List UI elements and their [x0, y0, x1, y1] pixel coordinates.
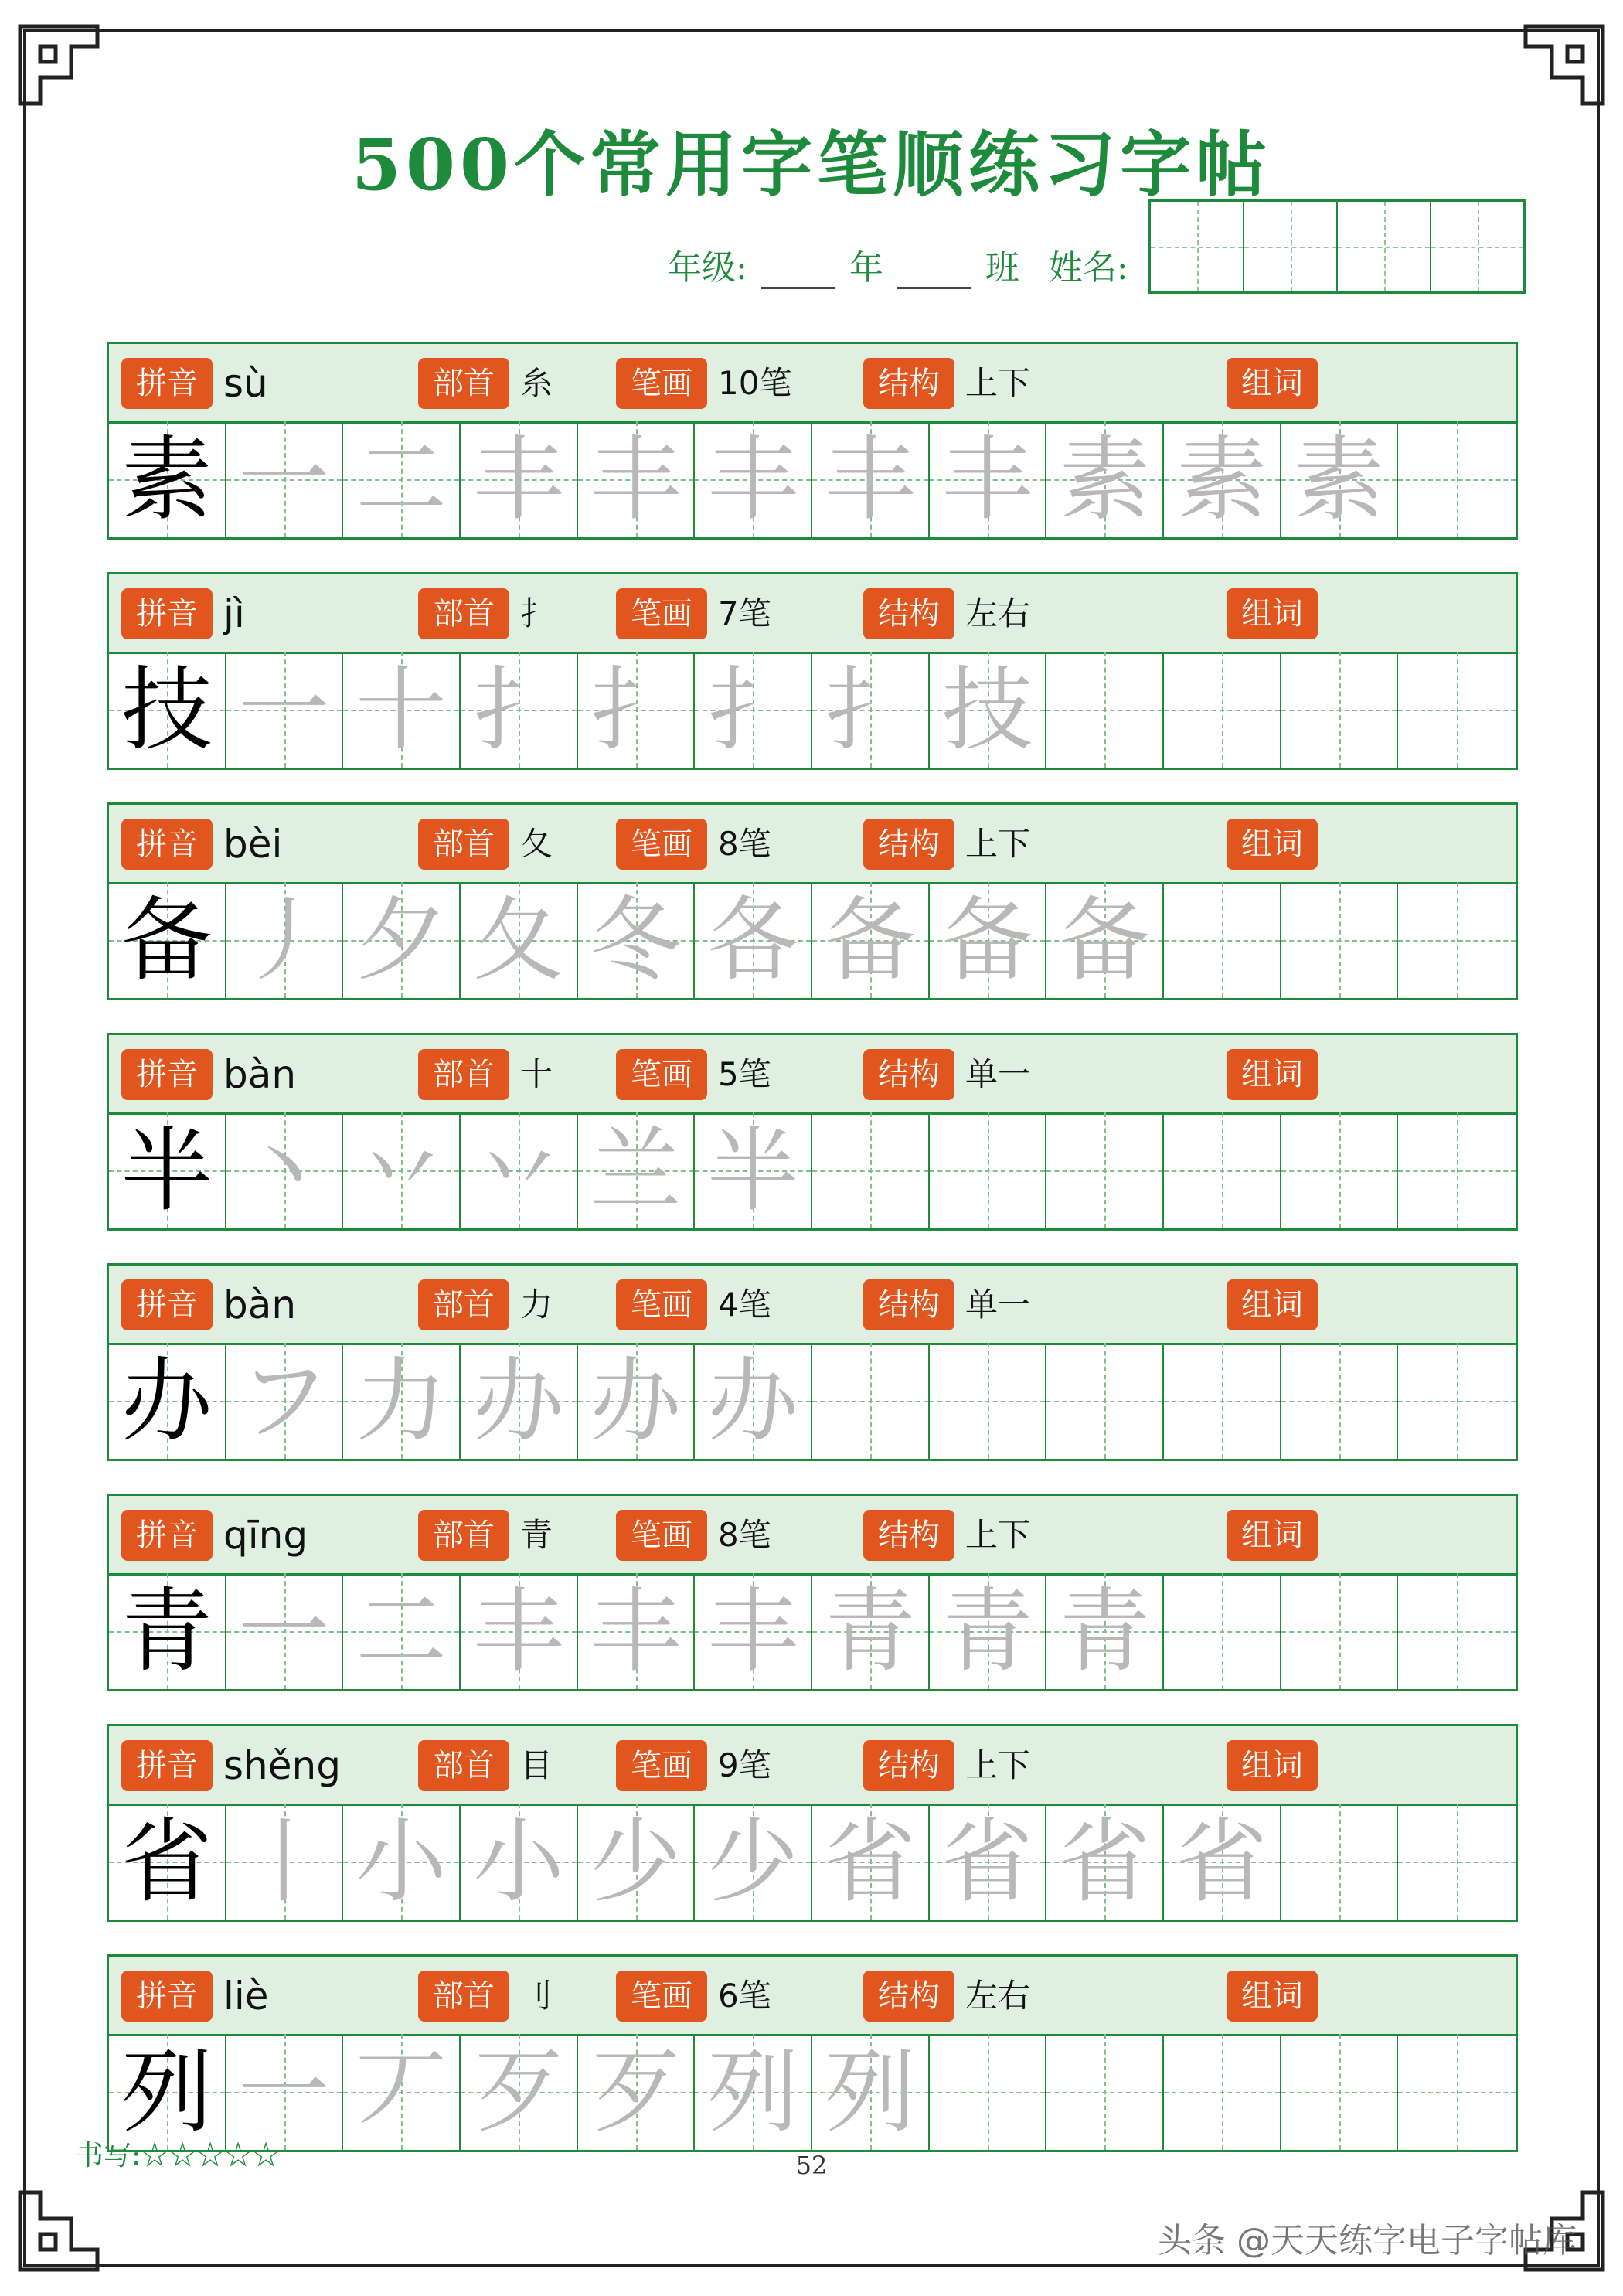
grid-cell[interactable]	[1398, 1112, 1516, 1228]
radical-tag: 部首	[418, 358, 509, 409]
stroke-step-character: フ	[238, 1347, 330, 1454]
stroke-step-character: 一	[238, 1578, 330, 1685]
grid-cell[interactable]	[1046, 1573, 1164, 1689]
character-block	[107, 1033, 1518, 1231]
grid-cell[interactable]	[695, 882, 812, 998]
grid-cell[interactable]	[930, 652, 1047, 768]
pinyin-tag: 拼音	[121, 1279, 213, 1330]
model-character: 省	[121, 1808, 213, 1915]
grid-cell[interactable]	[1281, 1573, 1399, 1689]
practice-grid	[109, 1112, 1516, 1228]
page-number: 52	[795, 2151, 828, 2180]
strokes-tag: 笔画	[616, 819, 707, 870]
pinyin-tag: 拼音	[121, 358, 213, 409]
grid-cell[interactable]	[1046, 2034, 1164, 2150]
stroke-step-character: 少	[707, 1808, 799, 1915]
structure-tag: 结构	[863, 1510, 954, 1561]
grid-cell[interactable]	[812, 652, 930, 768]
radical-value: 刂	[520, 1977, 553, 2015]
stroke-step-character: 省	[1059, 1808, 1151, 1915]
pinyin-value: sù	[223, 361, 268, 406]
stroke-step-character: 扌	[472, 656, 564, 763]
grid-cell[interactable]	[1164, 421, 1281, 537]
grid-cell[interactable]	[109, 1343, 226, 1459]
grid-cell[interactable]	[1281, 1112, 1399, 1228]
structure-tag: 结构	[863, 358, 954, 409]
block-header	[109, 1957, 1516, 2036]
pinyin-value: bàn	[223, 1052, 297, 1097]
grid-cell[interactable]	[461, 421, 578, 537]
grid-cell[interactable]	[578, 882, 696, 998]
grid-cell[interactable]	[695, 421, 812, 537]
radical-tag: 部首	[418, 1279, 509, 1330]
stroke-step-character: 办	[472, 1347, 564, 1454]
grid-cell[interactable]	[578, 1343, 696, 1459]
stroke-step-character: 二	[356, 1578, 447, 1685]
grid-cell[interactable]	[226, 1343, 344, 1459]
block-header	[109, 1035, 1516, 1115]
stroke-step-character: 一	[238, 656, 330, 763]
grid-cell[interactable]	[1398, 652, 1516, 768]
grid-cell[interactable]	[930, 1573, 1047, 1689]
strokes-tag: 笔画	[616, 1740, 707, 1791]
grid-cell[interactable]	[1398, 1573, 1516, 1689]
grid-cell[interactable]	[1046, 1804, 1164, 1920]
grid-cell[interactable]	[461, 1573, 578, 1689]
pinyin-value: shěng	[223, 1743, 341, 1788]
page-title: 500个常用字笔顺练习字帖	[351, 123, 1272, 206]
stroke-step-character: 青	[824, 1578, 916, 1685]
grid-cell[interactable]	[1164, 1804, 1281, 1920]
words-tag: 组词	[1227, 1510, 1318, 1561]
practice-grid	[109, 882, 1516, 998]
grid-cell[interactable]	[226, 1573, 344, 1689]
stroke-step-character: 扌	[707, 656, 799, 763]
student-info	[668, 240, 1128, 289]
writing-rating: 书写:☆☆☆☆☆	[76, 2140, 281, 2172]
strokes-value: 5笔	[718, 1055, 771, 1093]
grid-cell[interactable]	[1398, 882, 1516, 998]
grid-cell[interactable]	[578, 1112, 696, 1228]
grid-cell[interactable]	[109, 1573, 226, 1689]
stroke-step-character: 歹	[472, 2039, 564, 2145]
stroke-step-character: 省	[1176, 1808, 1267, 1915]
strokes-value: 9笔	[718, 1746, 771, 1784]
structure-tag: 结构	[863, 819, 954, 870]
structure-value: 上下	[965, 1516, 1031, 1554]
grid-cell[interactable]	[109, 1112, 226, 1228]
radical-tag: 部首	[418, 1740, 509, 1791]
corner-ornament	[1523, 23, 1606, 107]
grid-cell[interactable]	[343, 1804, 461, 1920]
words-tag: 组词	[1227, 819, 1318, 870]
stroke-step-character: 冬	[590, 887, 682, 993]
strokes-tag: 笔画	[616, 1049, 707, 1100]
grid-cell[interactable]	[343, 2034, 461, 2150]
structure-value: 单一	[965, 1286, 1031, 1323]
structure-tag: 结构	[863, 588, 954, 639]
grid-cell[interactable]	[812, 1804, 930, 1920]
grid-cell[interactable]	[695, 1112, 812, 1228]
pinyin-tag: 拼音	[121, 588, 213, 639]
pinyin-value: liè	[223, 1974, 269, 2018]
strokes-value: 8笔	[718, 1516, 771, 1554]
grid-cell[interactable]	[109, 882, 226, 998]
words-tag: 组词	[1227, 1279, 1318, 1330]
grid-cell[interactable]	[695, 652, 812, 768]
grid-cell[interactable]	[1164, 1112, 1281, 1228]
pinyin-tag: 拼音	[121, 1971, 213, 2022]
grid-cell[interactable]	[343, 1112, 461, 1228]
strokes-value: 7笔	[718, 594, 771, 632]
grid-cell[interactable]	[461, 2034, 578, 2150]
grid-cell[interactable]	[343, 421, 461, 537]
stroke-step-character: 青	[1059, 1578, 1151, 1685]
grid-cell[interactable]	[812, 1112, 930, 1228]
stroke-step-character: 丷	[356, 1117, 447, 1224]
grid-cell[interactable]	[226, 2034, 344, 2150]
grid-cell[interactable]	[226, 882, 344, 998]
grid-cell[interactable]	[226, 1804, 344, 1920]
pinyin-tag: 拼音	[121, 1510, 213, 1561]
words-tag: 组词	[1227, 1049, 1318, 1100]
stroke-step-character: 青	[941, 1578, 1033, 1685]
pinyin-value: jì	[223, 591, 245, 636]
radical-value: 夂	[520, 825, 553, 863]
radical-tag: 部首	[418, 819, 509, 870]
stroke-step-character: 丰	[707, 1578, 799, 1685]
structure-value: 左右	[965, 1977, 1031, 2015]
grid-cell[interactable]	[930, 421, 1047, 537]
strokes-tag: 笔画	[616, 1279, 707, 1330]
grid-cell[interactable]	[461, 882, 578, 998]
stroke-step-character: 丰	[707, 426, 799, 533]
model-character: 半	[121, 1117, 213, 1224]
model-character: 青	[121, 1578, 213, 1685]
radical-value: 扌	[520, 594, 553, 632]
grid-cell[interactable]	[1164, 2034, 1281, 2150]
model-character: 素	[121, 426, 213, 533]
name-label: 姓名:	[1048, 248, 1128, 288]
strokes-tag: 笔画	[616, 588, 707, 639]
grid-cell[interactable]	[1398, 2034, 1516, 2150]
grid-cell[interactable]	[930, 2034, 1047, 2150]
stroke-step-character: 各	[707, 887, 799, 993]
strokes-tag: 笔画	[616, 1971, 707, 2022]
radical-value: 力	[520, 1286, 553, 1323]
grid-cell[interactable]	[1164, 882, 1281, 998]
stroke-step-character: 素	[1059, 426, 1151, 533]
pinyin-value: bàn	[223, 1283, 297, 1327]
practice-grid	[109, 1343, 1516, 1459]
grid-cell[interactable]	[109, 1804, 226, 1920]
radical-tag: 部首	[418, 1049, 509, 1100]
practice-grid	[109, 2034, 1516, 2150]
class-blank[interactable]	[897, 261, 971, 289]
grid-cell[interactable]	[1281, 1343, 1399, 1459]
corner-ornament	[17, 23, 100, 107]
radical-value: 糸	[520, 364, 553, 402]
pinyin-tag: 拼音	[121, 1740, 213, 1791]
grid-cell[interactable]	[226, 421, 344, 537]
stroke-step-character: 丶	[238, 1117, 330, 1224]
stroke-step-character: 十	[356, 656, 447, 763]
radical-value: 十	[520, 1055, 553, 1093]
block-header	[109, 574, 1516, 654]
grid-cell[interactable]	[1281, 1804, 1399, 1920]
strokes-value: 6笔	[718, 1977, 771, 2015]
grid-cell[interactable]	[109, 2034, 226, 2150]
model-character: 列	[121, 2039, 213, 2145]
stroke-step-character: 省	[824, 1808, 916, 1915]
stroke-step-character: 列	[824, 2039, 916, 2145]
stroke-step-character: 备	[1059, 887, 1151, 993]
grid-cell[interactable]	[1046, 421, 1164, 537]
stroke-step-character: 一	[238, 2039, 330, 2145]
grid-cell[interactable]	[343, 882, 461, 998]
stroke-step-character: 办	[707, 1347, 799, 1454]
stroke-step-character: 丰	[472, 1578, 564, 1685]
grid-cell[interactable]	[461, 652, 578, 768]
stroke-step-character: 兰	[590, 1117, 682, 1224]
stroke-step-character: 小	[472, 1808, 564, 1915]
grid-cell[interactable]	[461, 1804, 578, 1920]
character-block	[107, 572, 1518, 770]
words-tag: 组词	[1227, 1740, 1318, 1791]
practice-grid	[109, 1804, 1516, 1920]
character-block	[107, 1494, 1518, 1691]
block-header	[109, 1496, 1516, 1576]
stroke-step-character: 素	[1293, 426, 1385, 533]
class-label: 班	[985, 248, 1019, 288]
structure-tag: 结构	[863, 1279, 954, 1330]
structure-value: 上下	[965, 1746, 1031, 1784]
structure-value: 上下	[965, 825, 1031, 863]
grid-cell[interactable]	[1281, 652, 1399, 768]
radical-value: 青	[520, 1516, 553, 1554]
character-block	[107, 802, 1518, 1000]
corner-ornament	[17, 2189, 100, 2273]
character-block	[107, 1954, 1518, 2152]
grid-cell[interactable]	[578, 652, 696, 768]
grid-cell[interactable]	[812, 2034, 930, 2150]
grid-cell[interactable]	[1398, 1804, 1516, 1920]
grid-cell[interactable]	[1046, 652, 1164, 768]
grid-cell[interactable]	[461, 1343, 578, 1459]
radical-tag: 部首	[418, 1510, 509, 1561]
stroke-step-character: 力	[356, 1347, 447, 1454]
grid-cell[interactable]	[578, 1573, 696, 1689]
structure-tag: 结构	[863, 1971, 954, 2022]
grid-cell[interactable]	[578, 421, 696, 537]
model-character: 备	[121, 887, 213, 993]
grid-cell[interactable]	[461, 1112, 578, 1228]
stroke-step-character: 半	[707, 1117, 799, 1224]
grid-cell[interactable]	[812, 1573, 930, 1689]
structure-value: 左右	[965, 594, 1031, 632]
stroke-step-character: 一	[238, 426, 330, 533]
grid-cell[interactable]	[578, 2034, 696, 2150]
grid-cell[interactable]	[1281, 882, 1399, 998]
grid-cell[interactable]	[695, 1343, 812, 1459]
stroke-step-character: 夕	[356, 887, 447, 993]
practice-grid	[109, 421, 1516, 537]
grid-cell[interactable]	[812, 421, 930, 537]
block-header	[109, 1266, 1516, 1345]
grid-cell[interactable]	[343, 652, 461, 768]
grid-cell[interactable]	[1398, 1343, 1516, 1459]
stroke-step-character: 省	[941, 1808, 1033, 1915]
stroke-step-character: 歹	[590, 2039, 682, 2145]
stroke-step-character: 丨	[238, 1808, 330, 1915]
stroke-step-character: 备	[941, 887, 1033, 993]
model-character: 办	[121, 1347, 213, 1454]
stroke-step-character: 丰	[590, 426, 682, 533]
strokes-value: 4笔	[718, 1286, 771, 1323]
grid-cell[interactable]	[1046, 1112, 1164, 1228]
grid-cell[interactable]	[109, 421, 226, 537]
stroke-step-character: 办	[590, 1347, 682, 1454]
stroke-step-character: 丰	[590, 1578, 682, 1685]
stroke-step-character: 丰	[941, 426, 1033, 533]
structure-value: 单一	[965, 1055, 1031, 1093]
strokes-value: 8笔	[718, 825, 771, 863]
grid-cell[interactable]	[343, 1343, 461, 1459]
stroke-step-character: 丰	[824, 426, 916, 533]
stroke-step-character: 备	[824, 887, 916, 993]
grade-label: 年级:	[668, 248, 747, 288]
character-block	[107, 1724, 1518, 1922]
watermark: 头条 @天天练字电子字帖库	[1158, 2221, 1577, 2260]
strokes-value: 10笔	[718, 364, 792, 402]
grid-cell[interactable]	[695, 1573, 812, 1689]
grid-cell[interactable]	[1046, 1343, 1164, 1459]
block-header	[109, 1726, 1516, 1806]
grid-cell[interactable]	[1398, 421, 1516, 537]
stroke-step-character: 丿	[238, 887, 330, 993]
stroke-step-character: 素	[1176, 426, 1267, 533]
stroke-step-character: 夂	[472, 887, 564, 993]
character-block	[107, 342, 1518, 540]
grid-cell[interactable]	[930, 882, 1047, 998]
stroke-step-character: 扌	[590, 656, 682, 763]
stroke-step-character: 二	[356, 426, 447, 533]
grid-cell[interactable]	[1281, 2034, 1399, 2150]
grid-cell[interactable]	[578, 1804, 696, 1920]
block-header	[109, 805, 1516, 884]
grid-cell[interactable]	[226, 652, 344, 768]
block-header	[109, 344, 1516, 424]
grid-cell[interactable]	[226, 1112, 344, 1228]
grid-cell[interactable]	[930, 1804, 1047, 1920]
pinyin-tag: 拼音	[121, 819, 213, 870]
radical-tag: 部首	[418, 588, 509, 639]
pinyin-value: qīng	[223, 1513, 308, 1558]
stroke-step-character: 技	[941, 656, 1033, 763]
strokes-tag: 笔画	[616, 358, 707, 409]
strokes-tag: 笔画	[616, 1510, 707, 1561]
stroke-step-character: 扌	[824, 656, 916, 763]
radical-value: 目	[520, 1746, 553, 1784]
stroke-step-character: 小	[356, 1808, 447, 1915]
structure-value: 上下	[965, 364, 1031, 402]
grid-cell[interactable]	[812, 1343, 930, 1459]
grid-cell[interactable]	[812, 882, 930, 998]
grid-cell[interactable]	[1164, 1573, 1281, 1689]
practice-grid	[109, 652, 1516, 768]
grid-cell[interactable]	[1164, 1343, 1281, 1459]
model-character: 技	[121, 656, 213, 763]
stroke-step-character: 少	[590, 1808, 682, 1915]
words-tag: 组词	[1227, 588, 1318, 639]
name-grid[interactable]	[1148, 199, 1526, 294]
grid-cell[interactable]	[930, 1343, 1047, 1459]
words-tag: 组词	[1227, 1971, 1318, 2022]
grid-cell[interactable]	[930, 1112, 1047, 1228]
words-tag: 组词	[1227, 358, 1318, 409]
structure-tag: 结构	[863, 1740, 954, 1791]
grade-blank[interactable]	[761, 261, 835, 289]
grid-cell[interactable]	[695, 2034, 812, 2150]
grid-cell[interactable]	[343, 1573, 461, 1689]
structure-tag: 结构	[863, 1049, 954, 1100]
pinyin-value: bèi	[223, 822, 283, 867]
character-block	[107, 1263, 1518, 1461]
stroke-step-character: 丷	[472, 1117, 564, 1224]
year-label: 年	[849, 248, 883, 288]
practice-grid	[109, 1573, 1516, 1689]
grid-cell[interactable]	[1164, 652, 1281, 768]
grid-cell[interactable]	[109, 652, 226, 768]
grid-cell[interactable]	[1046, 882, 1164, 998]
radical-tag: 部首	[418, 1971, 509, 2022]
stroke-step-character: 丆	[356, 2039, 447, 2145]
stroke-step-character: 列	[707, 2039, 799, 2145]
grid-cell[interactable]	[1281, 421, 1399, 537]
pinyin-tag: 拼音	[121, 1049, 213, 1100]
grid-cell[interactable]	[695, 1804, 812, 1920]
stroke-step-character: 丰	[472, 426, 564, 533]
